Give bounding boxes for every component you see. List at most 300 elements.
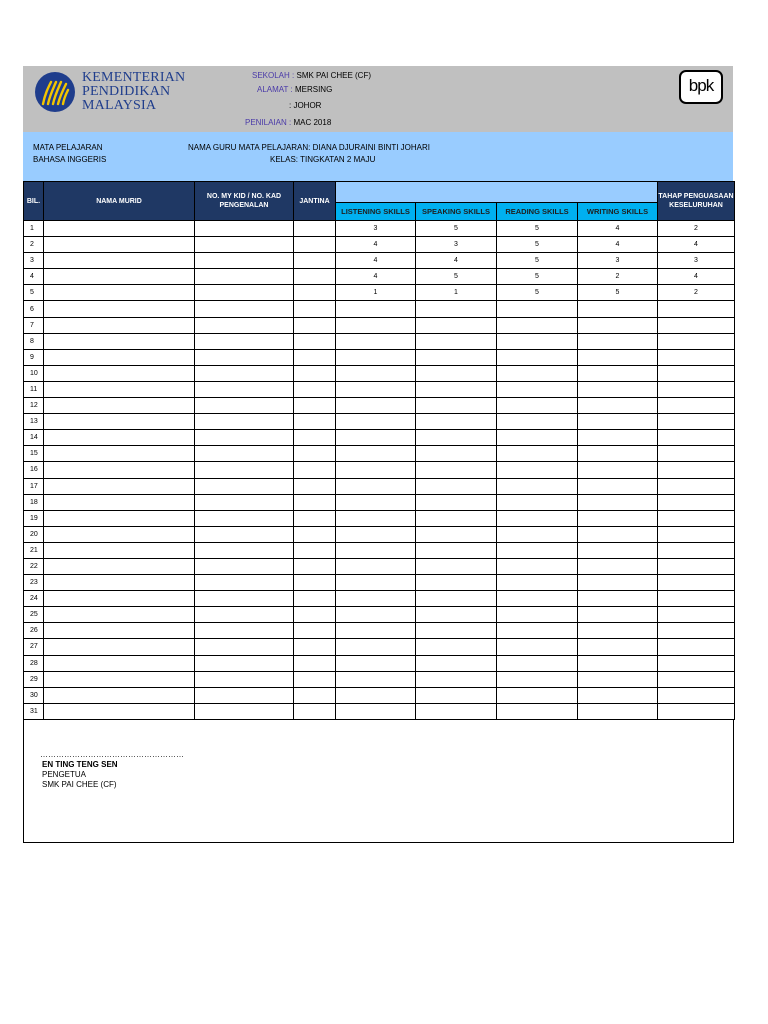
row-reading-score: 5 — [497, 269, 578, 285]
alamat-value: MERSING — [294, 85, 333, 94]
row-nama — [44, 687, 195, 703]
row-speaking-score — [416, 430, 497, 446]
row-speaking-score — [416, 446, 497, 462]
table-row — [24, 478, 735, 494]
row-reading-score — [497, 575, 578, 591]
row-nama — [44, 671, 195, 687]
row-jantina — [294, 365, 336, 381]
row-bil: 12 — [24, 398, 44, 414]
table-row — [24, 526, 735, 542]
table-row — [24, 285, 735, 301]
row-jantina — [294, 575, 336, 591]
row-reading-score — [497, 333, 578, 349]
row-speaking-score — [416, 333, 497, 349]
row-writing-score: 4 — [578, 237, 658, 253]
col-writing: WRITING SKILLS — [578, 203, 658, 221]
signatory-school: SMK PAI CHEE (CF) — [42, 779, 117, 789]
row-nama — [44, 301, 195, 317]
row-tahap — [658, 478, 735, 494]
row-writing-score — [578, 462, 658, 478]
row-kad — [195, 430, 294, 446]
row-bil: 21 — [24, 542, 44, 558]
row-speaking-score: 4 — [416, 253, 497, 269]
logo-line-1: KEMENTERIAN — [82, 70, 186, 85]
row-nama — [44, 349, 195, 365]
row-reading-score: 5 — [497, 253, 578, 269]
row-nama — [44, 462, 195, 478]
row-nama — [44, 542, 195, 558]
row-speaking-score — [416, 526, 497, 542]
ministry-logo — [33, 70, 185, 114]
row-writing-score — [578, 575, 658, 591]
row-reading-score — [497, 494, 578, 510]
row-writing-score — [578, 478, 658, 494]
row-bil: 27 — [24, 639, 44, 655]
row-writing-score — [578, 317, 658, 333]
row-reading-score — [497, 349, 578, 365]
row-speaking-score — [416, 510, 497, 526]
row-listening-score — [336, 317, 416, 333]
row-bil: 16 — [24, 462, 44, 478]
row-kad — [195, 558, 294, 574]
student-rows — [24, 221, 735, 720]
row-bil: 19 — [24, 510, 44, 526]
nama-guru-field — [188, 143, 430, 153]
row-kad — [195, 365, 294, 381]
row-writing-score — [578, 398, 658, 414]
row-listening-score — [336, 639, 416, 655]
row-jantina — [294, 253, 336, 269]
table-row — [24, 494, 735, 510]
kelas-value: TINGKATAN 2 MAJU — [300, 155, 376, 164]
row-reading-score — [497, 510, 578, 526]
row-kad — [195, 349, 294, 365]
mata-pelajaran-value: BAHASA INGGERIS — [33, 155, 107, 164]
row-bil: 24 — [24, 591, 44, 607]
row-kad — [195, 510, 294, 526]
row-bil: 17 — [24, 478, 44, 494]
row-nama — [44, 253, 195, 269]
row-writing-score — [578, 526, 658, 542]
row-kad — [195, 494, 294, 510]
row-speaking-score — [416, 639, 497, 655]
row-speaking-score — [416, 542, 497, 558]
row-kad — [195, 285, 294, 301]
row-kad — [195, 446, 294, 462]
row-bil: 5 — [24, 285, 44, 301]
row-speaking-score — [416, 381, 497, 397]
row-jantina — [294, 607, 336, 623]
row-kad — [195, 623, 294, 639]
row-kad — [195, 253, 294, 269]
row-listening-score — [336, 607, 416, 623]
row-jantina — [294, 237, 336, 253]
row-tahap — [658, 703, 735, 719]
row-listening-score — [336, 398, 416, 414]
row-speaking-score — [416, 671, 497, 687]
row-speaking-score — [416, 478, 497, 494]
row-writing-score — [578, 349, 658, 365]
col-bil: BIL. — [24, 182, 44, 221]
row-writing-score — [578, 510, 658, 526]
row-tahap — [658, 558, 735, 574]
row-listening-score: 3 — [336, 221, 416, 237]
signatory-title: PENGETUA — [42, 769, 87, 779]
row-reading-score — [497, 542, 578, 558]
bpk-logo-icon — [679, 70, 723, 104]
row-kad — [195, 703, 294, 719]
row-writing-score — [578, 301, 658, 317]
row-jantina — [294, 655, 336, 671]
row-kad — [195, 381, 294, 397]
row-jantina — [294, 381, 336, 397]
row-tahap: 3 — [658, 253, 735, 269]
kelas-field — [270, 155, 375, 165]
table-row — [24, 607, 735, 623]
row-jantina — [294, 478, 336, 494]
row-reading-score — [497, 687, 578, 703]
row-kad — [195, 237, 294, 253]
table-row — [24, 333, 735, 349]
sekolah-field — [252, 71, 371, 81]
row-writing-score — [578, 542, 658, 558]
row-bil: 6 — [24, 301, 44, 317]
row-reading-score — [497, 414, 578, 430]
row-kad — [195, 462, 294, 478]
row-listening-score: 1 — [336, 285, 416, 301]
row-tahap — [658, 494, 735, 510]
table-row — [24, 365, 735, 381]
row-bil: 28 — [24, 655, 44, 671]
row-bil: 20 — [24, 526, 44, 542]
row-bil: 3 — [24, 253, 44, 269]
logo-line-3: MALAYSIA — [82, 98, 157, 113]
row-listening-score — [336, 478, 416, 494]
sekolah-value: SMK PAI CHEE (CF) — [296, 71, 372, 80]
row-kad — [195, 639, 294, 655]
row-writing-score — [578, 365, 658, 381]
row-listening-score — [336, 365, 416, 381]
row-writing-score — [578, 623, 658, 639]
row-writing-score — [578, 639, 658, 655]
row-bil: 10 — [24, 365, 44, 381]
row-jantina — [294, 301, 336, 317]
table-row — [24, 398, 735, 414]
row-listening-score — [336, 381, 416, 397]
row-speaking-score — [416, 591, 497, 607]
row-bil: 23 — [24, 575, 44, 591]
row-tahap: 4 — [658, 237, 735, 253]
row-bil: 1 — [24, 221, 44, 237]
row-jantina — [294, 558, 336, 574]
row-bil: 2 — [24, 237, 44, 253]
row-nama — [44, 591, 195, 607]
row-bil: 15 — [24, 446, 44, 462]
kelas-label: KELAS: — [270, 155, 299, 164]
table-row — [24, 414, 735, 430]
sekolah-label: SEKOLAH : — [252, 71, 295, 80]
row-bil: 13 — [24, 414, 44, 430]
row-writing-score: 2 — [578, 269, 658, 285]
penilaian-value: MAC 2018 — [293, 118, 332, 127]
row-listening-score — [336, 526, 416, 542]
table-row — [24, 301, 735, 317]
row-tahap — [658, 542, 735, 558]
row-speaking-score — [416, 623, 497, 639]
row-tahap — [658, 575, 735, 591]
row-writing-score — [578, 655, 658, 671]
row-reading-score — [497, 462, 578, 478]
row-writing-score — [578, 446, 658, 462]
row-reading-score — [497, 381, 578, 397]
row-speaking-score — [416, 301, 497, 317]
row-nama — [44, 607, 195, 623]
row-tahap — [658, 591, 735, 607]
row-tahap — [658, 446, 735, 462]
row-tahap — [658, 687, 735, 703]
table-row — [24, 542, 735, 558]
alamat-value-2: : JOHOR — [289, 101, 322, 110]
row-kad — [195, 317, 294, 333]
col-nama: NAMA MURID — [44, 182, 195, 221]
penilaian-label: PENILAIAN : — [245, 118, 292, 127]
row-nama — [44, 526, 195, 542]
row-tahap — [658, 671, 735, 687]
row-reading-score — [497, 655, 578, 671]
row-nama — [44, 381, 195, 397]
row-reading-score — [497, 365, 578, 381]
table-row — [24, 237, 735, 253]
row-jantina — [294, 542, 336, 558]
row-nama — [44, 398, 195, 414]
row-speaking-score — [416, 494, 497, 510]
row-nama — [44, 510, 195, 526]
row-tahap — [658, 526, 735, 542]
row-listening-score — [336, 462, 416, 478]
row-kad — [195, 542, 294, 558]
row-kad — [195, 687, 294, 703]
row-kad — [195, 575, 294, 591]
row-reading-score — [497, 430, 578, 446]
row-jantina — [294, 349, 336, 365]
penilaian-field — [245, 118, 331, 128]
row-tahap — [658, 462, 735, 478]
row-kad — [195, 269, 294, 285]
row-jantina — [294, 639, 336, 655]
mata-pelajaran-label: MATA PELAJARAN — [33, 143, 103, 152]
row-tahap — [658, 365, 735, 381]
row-writing-score: 3 — [578, 253, 658, 269]
table-row — [24, 462, 735, 478]
row-kad — [195, 607, 294, 623]
row-speaking-score — [416, 687, 497, 703]
row-listening-score — [336, 542, 416, 558]
table-row — [24, 317, 735, 333]
row-jantina — [294, 623, 336, 639]
signature-line: ……………………………………………… — [40, 749, 184, 759]
row-jantina — [294, 510, 336, 526]
row-listening-score — [336, 575, 416, 591]
skills-group-header — [336, 182, 658, 203]
row-bil: 25 — [24, 607, 44, 623]
row-reading-score — [497, 607, 578, 623]
table-row — [24, 687, 735, 703]
row-nama — [44, 317, 195, 333]
row-listening-score — [336, 301, 416, 317]
row-jantina — [294, 414, 336, 430]
row-bil: 26 — [24, 623, 44, 639]
row-listening-score — [336, 703, 416, 719]
row-bil: 31 — [24, 703, 44, 719]
row-nama — [44, 430, 195, 446]
row-jantina — [294, 398, 336, 414]
row-listening-score — [336, 510, 416, 526]
row-bil: 4 — [24, 269, 44, 285]
row-tahap — [658, 381, 735, 397]
row-kad — [195, 526, 294, 542]
row-listening-score — [336, 623, 416, 639]
row-jantina — [294, 446, 336, 462]
row-speaking-score: 5 — [416, 269, 497, 285]
row-reading-score — [497, 526, 578, 542]
table-row — [24, 623, 735, 639]
row-bil: 8 — [24, 333, 44, 349]
row-jantina — [294, 494, 336, 510]
row-speaking-score — [416, 558, 497, 574]
row-listening-score — [336, 655, 416, 671]
kpm-emblem-icon — [33, 70, 77, 114]
row-speaking-score: 1 — [416, 285, 497, 301]
row-speaking-score — [416, 398, 497, 414]
row-speaking-score — [416, 703, 497, 719]
row-listening-score — [336, 446, 416, 462]
row-writing-score — [578, 591, 658, 607]
row-jantina — [294, 591, 336, 607]
table-row — [24, 349, 735, 365]
row-jantina — [294, 317, 336, 333]
row-kad — [195, 221, 294, 237]
table-row — [24, 253, 735, 269]
signature-area — [23, 720, 734, 843]
row-tahap — [658, 349, 735, 365]
row-writing-score — [578, 333, 658, 349]
assessment-sheet — [23, 66, 733, 843]
row-listening-score — [336, 333, 416, 349]
row-kad — [195, 655, 294, 671]
row-kad — [195, 671, 294, 687]
row-speaking-score — [416, 317, 497, 333]
col-jantina: JANTINA — [294, 182, 336, 221]
bpk-logo-text: bpk — [688, 76, 714, 95]
row-nama — [44, 655, 195, 671]
report-header — [23, 66, 733, 132]
row-reading-score — [497, 317, 578, 333]
table-row — [24, 703, 735, 719]
row-speaking-score — [416, 655, 497, 671]
row-tahap: 4 — [658, 269, 735, 285]
row-nama — [44, 558, 195, 574]
table-row — [24, 671, 735, 687]
row-nama — [44, 365, 195, 381]
table-row — [24, 510, 735, 526]
row-speaking-score — [416, 349, 497, 365]
row-kad — [195, 333, 294, 349]
row-speaking-score — [416, 414, 497, 430]
row-reading-score — [497, 301, 578, 317]
row-reading-score — [497, 703, 578, 719]
row-bil: 30 — [24, 687, 44, 703]
table-row — [24, 639, 735, 655]
row-nama — [44, 639, 195, 655]
row-tahap — [658, 623, 735, 639]
row-writing-score — [578, 381, 658, 397]
row-writing-score — [578, 687, 658, 703]
row-reading-score — [497, 639, 578, 655]
row-reading-score — [497, 446, 578, 462]
row-nama — [44, 221, 195, 237]
row-tahap — [658, 510, 735, 526]
row-writing-score — [578, 703, 658, 719]
row-reading-score: 5 — [497, 237, 578, 253]
col-speaking: SPEAKING SKILLS — [416, 203, 497, 221]
row-speaking-score: 3 — [416, 237, 497, 253]
row-bil: 18 — [24, 494, 44, 510]
row-tahap: 2 — [658, 221, 735, 237]
row-listening-score — [336, 349, 416, 365]
subject-info — [23, 132, 733, 181]
table-row — [24, 655, 735, 671]
row-jantina — [294, 221, 336, 237]
nama-guru-value: DIANA DJURAINI BINTI JOHARI — [312, 143, 430, 152]
row-jantina — [294, 333, 336, 349]
row-tahap — [658, 333, 735, 349]
nama-guru-label: NAMA GURU MATA PELAJARAN: — [188, 143, 311, 152]
row-jantina — [294, 269, 336, 285]
row-nama — [44, 237, 195, 253]
row-reading-score: 5 — [497, 285, 578, 301]
row-listening-score — [336, 687, 416, 703]
row-speaking-score: 5 — [416, 221, 497, 237]
row-tahap — [658, 317, 735, 333]
row-jantina — [294, 687, 336, 703]
row-nama — [44, 414, 195, 430]
row-listening-score — [336, 591, 416, 607]
row-tahap — [658, 398, 735, 414]
row-writing-score — [578, 558, 658, 574]
row-bil: 11 — [24, 381, 44, 397]
row-listening-score — [336, 430, 416, 446]
signatory-name: EN TING TENG SEN — [42, 759, 118, 769]
row-tahap — [658, 301, 735, 317]
col-kad: NO. MY KID / NO. KAD PENGENALAN — [195, 182, 294, 221]
table-row — [24, 430, 735, 446]
row-bil: 7 — [24, 317, 44, 333]
alamat-line-2 — [289, 101, 321, 111]
row-listening-score — [336, 494, 416, 510]
row-kad — [195, 414, 294, 430]
row-bil: 29 — [24, 671, 44, 687]
row-speaking-score — [416, 607, 497, 623]
alamat-label: ALAMAT : — [257, 85, 293, 94]
row-bil: 9 — [24, 349, 44, 365]
row-nama — [44, 285, 195, 301]
row-speaking-score — [416, 575, 497, 591]
row-jantina — [294, 671, 336, 687]
row-listening-score — [336, 671, 416, 687]
row-kad — [195, 478, 294, 494]
row-reading-score — [497, 478, 578, 494]
row-tahap — [658, 607, 735, 623]
